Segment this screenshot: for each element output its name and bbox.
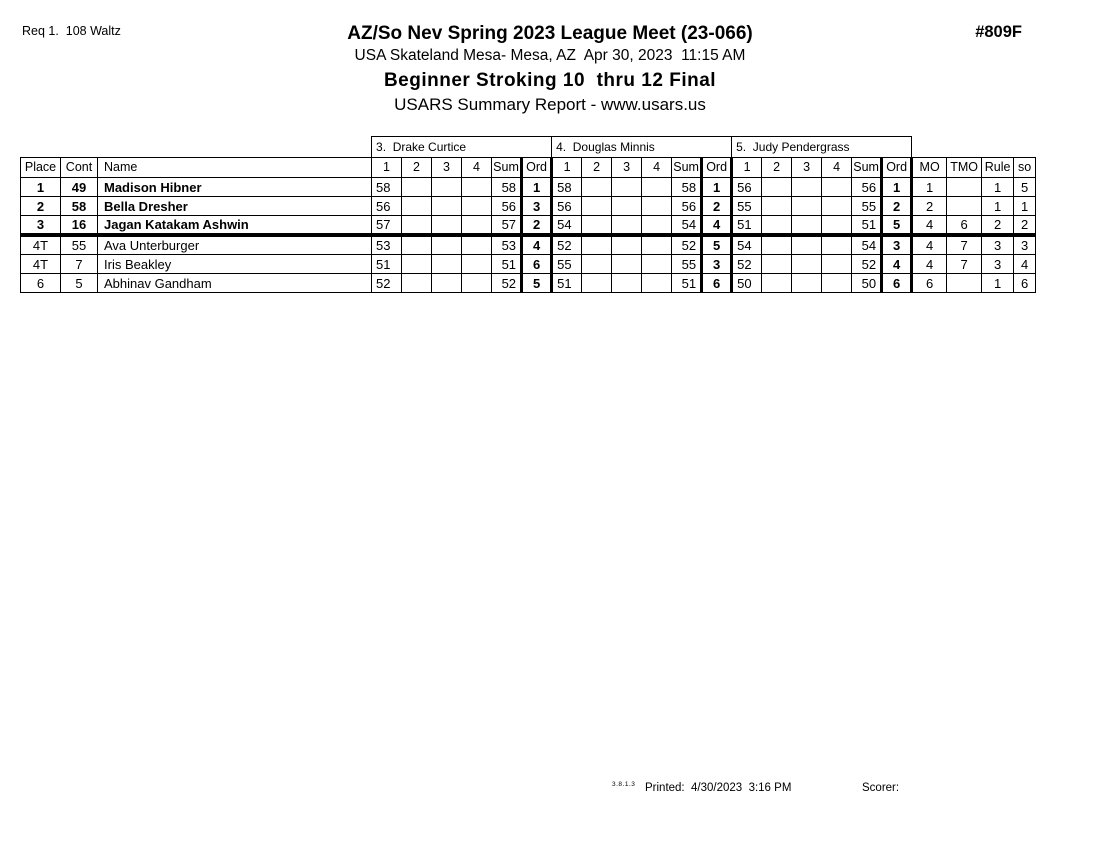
cell-tmo xyxy=(947,274,982,293)
cell-j3-s1: 50 xyxy=(732,274,762,293)
cell-j3-s3 xyxy=(792,197,822,216)
cell-rule: 3 xyxy=(982,255,1014,274)
cell-j3-sum: 50 xyxy=(852,274,882,293)
table-row xyxy=(21,178,1036,197)
cell-place: 4T xyxy=(21,235,61,255)
footer-version: 3.8.1.3 xyxy=(612,781,636,788)
cell-so: 2 xyxy=(1014,216,1036,236)
cell-j3-ord: 2 xyxy=(882,197,912,216)
col-name: Name xyxy=(98,158,372,178)
cell-mo: 1 xyxy=(912,178,947,197)
cell-mo: 2 xyxy=(912,197,947,216)
cell-j2-s2 xyxy=(582,235,612,255)
col-j1-trial-2: 2 xyxy=(402,158,432,178)
col-j1-trial-4: 4 xyxy=(462,158,492,178)
cell-name: Abhinav Gandham xyxy=(98,274,372,293)
cell-j2-s1: 56 xyxy=(552,197,582,216)
col-mo: MO xyxy=(912,158,947,178)
cell-j2-s4 xyxy=(642,216,672,236)
judge-3-name: 5. Judy Pendergrass xyxy=(732,137,912,158)
report-type-line: USARS Summary Report - www.usars.us xyxy=(394,95,706,114)
cell-mo: 4 xyxy=(912,255,947,274)
cell-j2-s1: 52 xyxy=(552,235,582,255)
cell-so: 5 xyxy=(1014,178,1036,197)
event-title: Beginner Stroking 10 thru 12 Final xyxy=(383,70,717,91)
cell-j3-sum: 54 xyxy=(852,235,882,255)
cell-rule: 3 xyxy=(982,235,1014,255)
judges-header-row xyxy=(21,137,1036,158)
cell-j1-ord: 6 xyxy=(522,255,552,274)
cell-name: Iris Beakley xyxy=(98,255,372,274)
cell-rule: 1 xyxy=(982,197,1014,216)
cell-j2-s2 xyxy=(582,255,612,274)
cell-j1-s2 xyxy=(402,178,432,197)
col-j3-ord: Ord xyxy=(882,158,912,178)
cell-j1-s4 xyxy=(462,274,492,293)
judges-row-left-spacer xyxy=(21,137,372,158)
cell-j2-s3 xyxy=(612,178,642,197)
cell-place: 4T xyxy=(21,255,61,274)
cell-j2-s2 xyxy=(582,216,612,236)
cell-j3-s2 xyxy=(762,178,792,197)
cell-j3-s4 xyxy=(822,274,852,293)
cell-j3-sum: 52 xyxy=(852,255,882,274)
cell-j3-ord: 4 xyxy=(882,255,912,274)
cell-j2-ord: 4 xyxy=(702,216,732,236)
cell-j1-s3 xyxy=(432,255,462,274)
cell-so: 3 xyxy=(1014,235,1036,255)
cell-j3-ord: 1 xyxy=(882,178,912,197)
cell-mo: 4 xyxy=(912,216,947,236)
cell-j3-s2 xyxy=(762,197,792,216)
cell-j3-ord: 6 xyxy=(882,274,912,293)
cell-cont: 58 xyxy=(61,197,98,216)
cell-place: 1 xyxy=(21,178,61,197)
col-j3-sum: Sum xyxy=(852,158,882,178)
event-number-badge: #809F xyxy=(975,23,1022,41)
cell-j1-s1: 58 xyxy=(372,178,402,197)
results-table xyxy=(20,136,1036,293)
col-rule: Rule xyxy=(982,158,1014,178)
cell-j3-s1: 56 xyxy=(732,178,762,197)
cell-tmo xyxy=(947,178,982,197)
cell-j2-ord: 3 xyxy=(702,255,732,274)
cell-j2-s4 xyxy=(642,235,672,255)
cell-j1-ord: 2 xyxy=(522,216,552,236)
cell-j1-ord: 1 xyxy=(522,178,552,197)
cell-j3-s4 xyxy=(822,178,852,197)
cell-j1-s2 xyxy=(402,255,432,274)
cell-j3-s4 xyxy=(822,216,852,236)
cell-j1-s1: 51 xyxy=(372,255,402,274)
cell-j3-s4 xyxy=(822,235,852,255)
cell-j3-sum: 51 xyxy=(852,216,882,236)
cell-j2-s4 xyxy=(642,255,672,274)
cell-j1-s1: 57 xyxy=(372,216,402,236)
col-place: Place xyxy=(21,158,61,178)
cell-j1-s3 xyxy=(432,197,462,216)
table-row xyxy=(21,197,1036,216)
cell-j2-s3 xyxy=(612,235,642,255)
cell-j2-sum: 51 xyxy=(672,274,702,293)
cell-place: 3 xyxy=(21,216,61,236)
table-row xyxy=(21,274,1036,293)
cell-j2-s3 xyxy=(612,274,642,293)
cell-rule: 1 xyxy=(982,274,1014,293)
cell-cont: 55 xyxy=(61,235,98,255)
judges-row-right-spacer xyxy=(912,137,1036,158)
cell-mo: 6 xyxy=(912,274,947,293)
col-j2-trial-2: 2 xyxy=(582,158,612,178)
cell-j1-s2 xyxy=(402,274,432,293)
cell-j1-s3 xyxy=(432,235,462,255)
cell-place: 2 xyxy=(21,197,61,216)
table-row xyxy=(21,216,1036,236)
cell-j3-ord: 3 xyxy=(882,235,912,255)
col-j2-trial-3: 3 xyxy=(612,158,642,178)
cell-j1-s1: 52 xyxy=(372,274,402,293)
cell-j1-s1: 53 xyxy=(372,235,402,255)
col-j3-trial-4: 4 xyxy=(822,158,852,178)
cell-j2-ord: 2 xyxy=(702,197,732,216)
cell-j2-s4 xyxy=(642,178,672,197)
table-row xyxy=(21,255,1036,274)
judge-2-name: 4. Douglas Minnis xyxy=(552,137,732,158)
report-header xyxy=(0,23,1100,115)
col-j3-trial-2: 2 xyxy=(762,158,792,178)
meet-title: AZ/So Nev Spring 2023 League Meet (23-066) xyxy=(347,23,753,44)
cell-cont: 49 xyxy=(61,178,98,197)
cell-tmo xyxy=(947,197,982,216)
cell-j2-s3 xyxy=(612,255,642,274)
col-j1-trial-1: 1 xyxy=(372,158,402,178)
col-tmo: TMO xyxy=(947,158,982,178)
col-j1-trial-3: 3 xyxy=(432,158,462,178)
cell-j2-s2 xyxy=(582,274,612,293)
cell-j3-s3 xyxy=(792,178,822,197)
cell-so: 4 xyxy=(1014,255,1036,274)
footer-printed-timestamp: Printed: 4/30/2023 3:16 PM xyxy=(645,782,792,794)
cell-j2-s1: 51 xyxy=(552,274,582,293)
cell-j2-s3 xyxy=(612,197,642,216)
cell-j2-sum: 56 xyxy=(672,197,702,216)
cell-j1-sum: 58 xyxy=(492,178,522,197)
cell-j1-s3 xyxy=(432,178,462,197)
cell-j1-ord: 4 xyxy=(522,235,552,255)
cell-name: Jagan Katakam Ashwin xyxy=(98,216,372,236)
cell-j1-s3 xyxy=(432,216,462,236)
cell-j2-s2 xyxy=(582,197,612,216)
cell-j2-sum: 58 xyxy=(672,178,702,197)
cell-cont: 5 xyxy=(61,274,98,293)
cell-j1-s4 xyxy=(462,216,492,236)
cell-j3-sum: 56 xyxy=(852,178,882,197)
column-header-row xyxy=(21,158,1036,178)
cell-j2-s1: 58 xyxy=(552,178,582,197)
cell-j2-s2 xyxy=(582,178,612,197)
cell-name: Madison Hibner xyxy=(98,178,372,197)
cell-j2-sum: 55 xyxy=(672,255,702,274)
cell-j2-sum: 52 xyxy=(672,235,702,255)
cell-j1-sum: 52 xyxy=(492,274,522,293)
cell-tmo: 7 xyxy=(947,235,982,255)
cell-mo: 4 xyxy=(912,235,947,255)
cell-j1-s4 xyxy=(462,255,492,274)
col-cont: Cont xyxy=(61,158,98,178)
cell-j3-s1: 51 xyxy=(732,216,762,236)
cell-j3-s1: 54 xyxy=(732,235,762,255)
cell-j2-s4 xyxy=(642,274,672,293)
cell-j2-sum: 54 xyxy=(672,216,702,236)
requirement-label: Req 1. 108 Waltz xyxy=(22,24,121,38)
cell-name: Bella Dresher xyxy=(98,197,372,216)
cell-rule: 2 xyxy=(982,216,1014,236)
col-j1-ord: Ord xyxy=(522,158,552,178)
cell-j1-s4 xyxy=(462,197,492,216)
col-j2-trial-1: 1 xyxy=(552,158,582,178)
cell-place: 6 xyxy=(21,274,61,293)
cell-j1-sum: 51 xyxy=(492,255,522,274)
col-j2-sum: Sum xyxy=(672,158,702,178)
cell-j1-s4 xyxy=(462,178,492,197)
cell-j3-sum: 55 xyxy=(852,197,882,216)
col-j3-trial-3: 3 xyxy=(792,158,822,178)
cell-j3-s3 xyxy=(792,235,822,255)
cell-j2-ord: 6 xyxy=(702,274,732,293)
cell-tmo: 6 xyxy=(947,216,982,236)
cell-j1-s2 xyxy=(402,216,432,236)
cell-so: 1 xyxy=(1014,197,1036,216)
cell-name: Ava Unterburger xyxy=(98,235,372,255)
cell-j3-s2 xyxy=(762,235,792,255)
col-j1-sum: Sum xyxy=(492,158,522,178)
venue-date-line: USA Skateland Mesa- Mesa, AZ Apr 30, 2023 11:15 AM xyxy=(354,47,746,64)
cell-j1-s1: 56 xyxy=(372,197,402,216)
cell-tmo: 7 xyxy=(947,255,982,274)
cell-j1-s2 xyxy=(402,235,432,255)
cell-j1-ord: 5 xyxy=(522,274,552,293)
cell-j3-ord: 5 xyxy=(882,216,912,236)
judge-1-name: 3. Drake Curtice xyxy=(372,137,552,158)
cell-j2-s1: 54 xyxy=(552,216,582,236)
col-so: so xyxy=(1014,158,1036,178)
cell-j1-s4 xyxy=(462,235,492,255)
cell-j3-s2 xyxy=(762,255,792,274)
cell-j1-sum: 57 xyxy=(492,216,522,236)
cell-j2-s4 xyxy=(642,197,672,216)
cell-j3-s2 xyxy=(762,216,792,236)
cell-j3-s2 xyxy=(762,274,792,293)
cell-j2-ord: 5 xyxy=(702,235,732,255)
col-j2-trial-4: 4 xyxy=(642,158,672,178)
cell-j1-sum: 56 xyxy=(492,197,522,216)
cell-j1-s2 xyxy=(402,197,432,216)
cell-j1-ord: 3 xyxy=(522,197,552,216)
cell-j3-s1: 55 xyxy=(732,197,762,216)
cell-so: 6 xyxy=(1014,274,1036,293)
cell-j1-sum: 53 xyxy=(492,235,522,255)
cell-j1-s3 xyxy=(432,274,462,293)
col-j3-trial-1: 1 xyxy=(732,158,762,178)
cell-rule: 1 xyxy=(982,178,1014,197)
cell-j3-s4 xyxy=(822,197,852,216)
cell-j3-s3 xyxy=(792,255,822,274)
footer-scorer-label: Scorer: xyxy=(862,782,900,794)
cell-j3-s3 xyxy=(792,216,822,236)
cell-cont: 7 xyxy=(61,255,98,274)
cell-j2-s1: 55 xyxy=(552,255,582,274)
cell-j2-ord: 1 xyxy=(702,178,732,197)
cell-j3-s3 xyxy=(792,274,822,293)
table-row xyxy=(21,235,1036,255)
cell-j2-s3 xyxy=(612,216,642,236)
cell-cont: 16 xyxy=(61,216,98,236)
col-j2-ord: Ord xyxy=(702,158,732,178)
cell-j3-s1: 52 xyxy=(732,255,762,274)
cell-j3-s4 xyxy=(822,255,852,274)
